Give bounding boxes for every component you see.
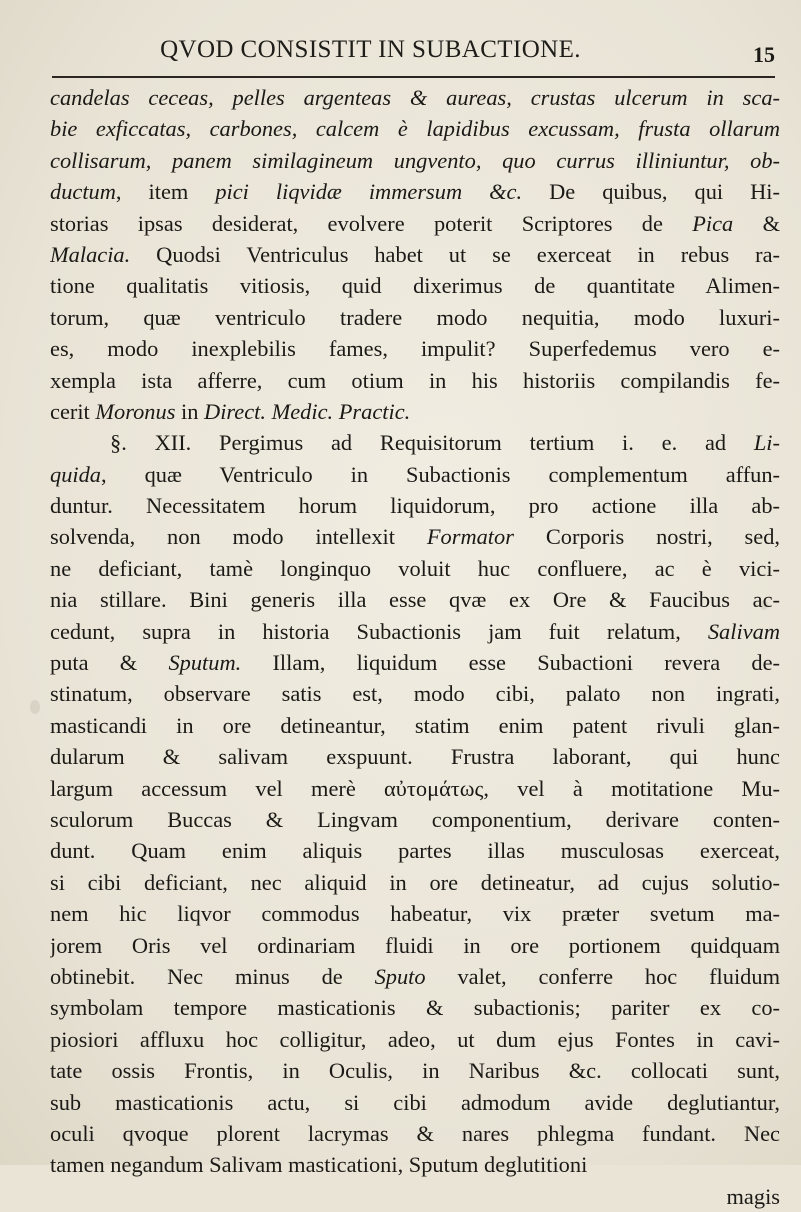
italic-segment: Salivam <box>707 618 780 644</box>
text-segment: tamen negandum Salivam masticationi, Sputum deglutitioni <box>50 1152 588 1178</box>
text-segment: duntur. Necessitatem horum liquidorum, pro actione illa ab- <box>50 493 780 519</box>
italic-segment: Moronus <box>95 398 176 424</box>
text-line <box>50 521 780 552</box>
text-line <box>50 773 780 804</box>
text-segment: & <box>733 210 780 236</box>
text-line <box>50 145 780 176</box>
text-segment: piosiori affluxu hoc colligitur, adeo, ut dum ejus Fontes in cavi- <box>50 1026 780 1052</box>
text-segment: dularum & salivam exspuunt. Frustra laborant, qui hunc <box>50 744 780 770</box>
text-segment: cedunt, supra in historia Subactionis jam fuit relatum, <box>50 618 708 644</box>
text-line <box>50 490 780 521</box>
text-segment: xempla ista afferre, cum otium in his historiis compilandis fe- <box>50 367 780 393</box>
text-segment: nia stillare. Bini generis illa esse qvæ ex Ore & Faucibus ac- <box>50 587 780 613</box>
text-segment: torum, quæ ventriculo tradere modo nequitia, modo luxuri- <box>50 304 780 330</box>
italic-segment: Pica <box>692 210 734 236</box>
text-line <box>50 616 780 647</box>
text-segment: obtinebit. Nec minus de <box>50 963 375 989</box>
text-segment: stinatum, observare satis est, modo cibi, palato non ingrati, <box>50 681 780 707</box>
running-head: QVOD CONSISTIT IN SUBACTIONE. <box>160 36 581 63</box>
italic-segment: collisarum, panem similagineum ungvento, quo currus illiniuntur, ob- <box>50 147 780 173</box>
text-line <box>50 647 780 678</box>
text-line <box>50 1024 780 1055</box>
text-segment: sculorum Buccas & Lingvam componentium, derivare conten- <box>50 806 780 832</box>
italic-segment: Malacia. <box>50 241 131 267</box>
italic-segment: Formator <box>426 524 514 550</box>
text-line <box>50 1118 780 1149</box>
text-segment: magis <box>726 1183 780 1209</box>
text-line <box>50 239 780 270</box>
text-line <box>50 176 780 207</box>
text-line <box>50 1087 780 1118</box>
text-line <box>50 867 780 898</box>
italic-segment: Direct. Medic. Practic. <box>204 398 411 424</box>
text-segment: valet, conferre hoc fluidum <box>425 963 780 989</box>
text-segment: oculi qvoque plorent lacrymas & nares phlegma fundant. Nec <box>50 1120 780 1146</box>
text-segment: tione qualitatis vitiosis, quid dixerimus de quantitate Alimen- <box>50 273 780 299</box>
italic-segment: Li- <box>753 430 780 456</box>
text-segment: tate ossis Frontis, in Oculis, in Naribus &c. collocati sunt, <box>50 1058 780 1084</box>
text-line <box>50 82 780 113</box>
text-segment: cerit <box>50 398 96 424</box>
paper-stain <box>30 700 40 714</box>
text-segment: , quæ Ventriculo in Subactionis complementum affun- <box>101 461 780 487</box>
italic-segment: candelas ceceas, pelles argenteas & aureas, crustas ulcerum in sca- <box>50 85 780 110</box>
text-line <box>50 835 780 866</box>
text-line <box>50 270 780 301</box>
text-line <box>50 302 780 333</box>
italic-segment: bie exficcatas, carbones, calcem è lapidibus excussam, frusta ollarum <box>50 116 780 142</box>
text-segment: Quodsi Ventriculus habet ut se exerceat in rebus ra- <box>130 241 780 267</box>
text-segment: solvenda, non modo intellexit <box>50 524 427 550</box>
text-segment: largum accessum vel merè αὐτομάτως, vel à motitatione Mu- <box>50 775 780 801</box>
body-text <box>50 82 780 1212</box>
text-line <box>50 804 780 835</box>
text-line <box>50 396 780 427</box>
text-line <box>50 459 780 490</box>
text-segment: jorem Oris vel ordinariam fluidi in ore portionem quidquam <box>50 932 780 958</box>
text-line <box>50 961 780 992</box>
text-segment: ne deficiant, tamè longinquo voluit huc confluere, ac è vici- <box>50 555 780 581</box>
page-header <box>0 26 801 78</box>
text-segment: es, modo inexplebilis fames, impulit? Superfedemus vero e- <box>50 336 780 362</box>
text-line <box>50 710 780 741</box>
text-segment: Corporis nostri, sed, <box>513 524 780 550</box>
text-line <box>50 584 780 615</box>
header-rule <box>52 76 775 78</box>
text-line <box>50 1181 780 1212</box>
text-segment: , item <box>115 179 216 205</box>
text-segment: Illam, liquidum esse Subactioni revera de- <box>241 650 780 676</box>
page-number: 15 <box>753 42 775 67</box>
text-segment: §. XII. Pergimus ad Requisitorum tertium i. e. ad <box>110 430 754 456</box>
italic-segment: ductum <box>50 179 116 205</box>
italic-segment: Sputum. <box>168 650 242 676</box>
text-segment: storias ipsas desiderat, evolvere poterit Scriptores de <box>50 210 693 236</box>
text-segment: puta & <box>50 650 169 676</box>
text-segment: sub masticationis actu, si cibi admodum avide deglutiantur, <box>50 1089 780 1115</box>
text-line <box>50 427 780 458</box>
text-line <box>50 678 780 709</box>
text-line <box>50 333 780 364</box>
text-line <box>50 113 780 144</box>
text-line <box>50 741 780 772</box>
text-line <box>50 365 780 396</box>
italic-segment: pici liqvidæ immersum &c. <box>215 179 523 205</box>
text-segment: nem hic liqvor commodus habeatur, vix præter svetum ma- <box>50 901 780 927</box>
text-segment: masticandi in ore detineantur, statim enim patent rivuli glan- <box>50 712 780 738</box>
text-segment: dunt. Quam enim aliquis partes illas musculosas exerceat, <box>50 838 780 864</box>
text-line <box>50 553 780 584</box>
text-line <box>50 898 780 929</box>
text-line <box>50 930 780 961</box>
text-line <box>50 208 780 239</box>
text-segment: si cibi deficiant, nec aliquid in ore detineatur, ad cujus solutio- <box>50 869 780 895</box>
text-segment: symbolam tempore masticationis & subactionis; pariter ex co- <box>50 995 780 1021</box>
italic-segment: Sputo <box>374 963 426 989</box>
italic-segment: quida <box>50 461 102 487</box>
text-segment: in <box>175 398 205 424</box>
text-line <box>50 1055 780 1086</box>
text-line <box>50 992 780 1023</box>
text-segment: De quibus, qui Hi- <box>522 179 780 205</box>
